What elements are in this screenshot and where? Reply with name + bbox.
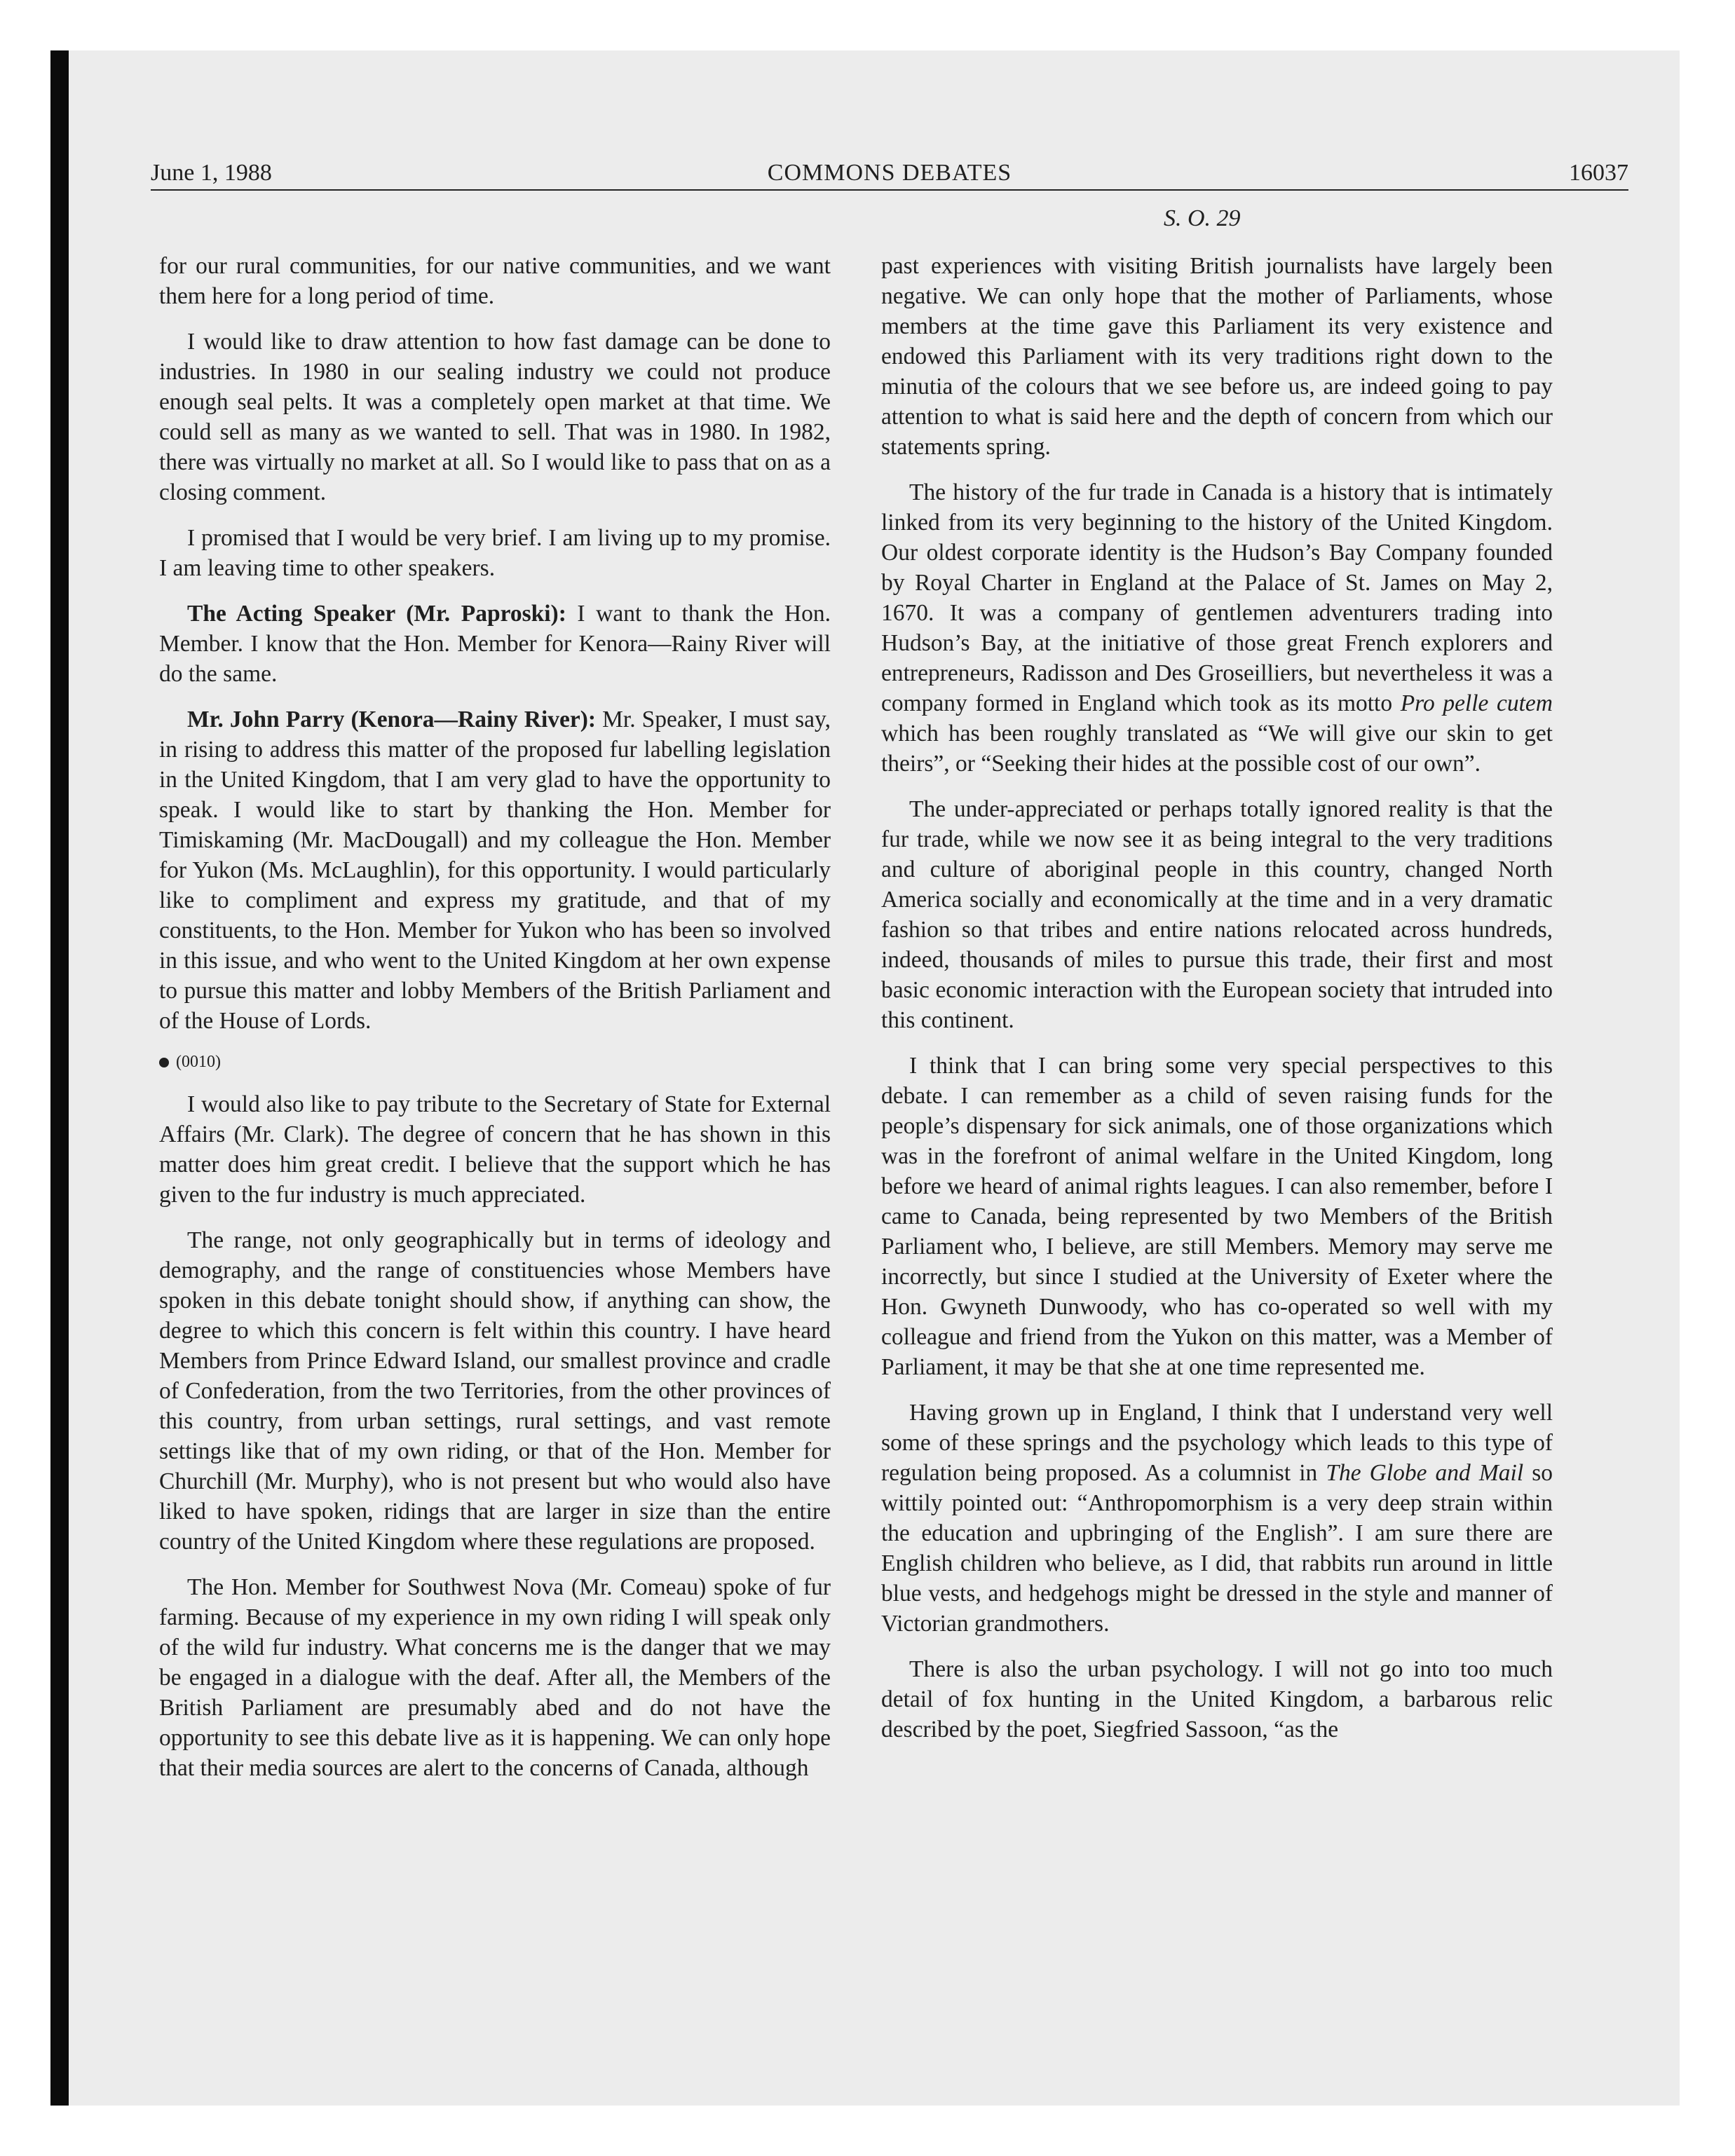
paragraph	[881, 1398, 1553, 1639]
time-marker	[159, 1051, 831, 1072]
paragraph: There is also the urban psychology. I will not go into too much detail of fox hunting in the United Kingdom, a barbarous relic described by the poet, Siegfried Sassoon, “as the	[881, 1656, 1553, 1742]
time-marker-text: (0010)	[176, 1053, 221, 1071]
latin-motto: Pro pelle cutem	[1400, 690, 1553, 716]
left-column	[159, 251, 831, 1799]
paragraph: I promised that I would be very brief. I am living up to my promise. I am leaving time to other speakers.	[159, 525, 831, 581]
speech-text: Mr. Speaker, I must say, in rising to address this matter of the proposed fur labelling legislation in the United Kingdom, that I am very glad to have the opportunity to speak. I would like to start by thanking the Hon. Member for Timiskaming (Mr. MacDougall) and my colleague the Hon. Member for Yukon (Ms. McLaughlin), for this opportunity. I would particularly like to compliment and express my gratitude, and that of my constituents, to the Hon. Member for Yukon who has been so involved in this issue, and who went to the United Kingdom at her own expense to pursue this matter and lobby Members of the British Parliament and of the House of Lords.	[159, 707, 831, 1034]
text-run: Having grown up in England, I think that I understand very well some of these springs and the psychology which leads to this type of regulation being proposed. As a columnist in	[881, 1400, 1553, 1486]
paragraph: I would like to draw attention to how fast damage can be done to industries. In 1980 in our sealing industry we could not produce enough seal pelts. It was a completely open market at that time. We could sell as many as we wanted to sell. That was in 1980. In 1982, there was virtually no market at all. So I would like to pass that on as a closing comment.	[159, 329, 831, 505]
scanned-page	[50, 50, 1680, 2106]
paragraph: I would also like to pay tribute to the Secretary of State for External Affairs (Mr. Clark). The degree of concern that he has shown in this matter does him great credit. I believe that the support which he has given to the fur industry is much appreciated.	[159, 1091, 831, 1208]
paragraph	[881, 477, 1553, 779]
right-column	[881, 251, 1553, 1760]
paragraph: The under-appreciated or perhaps totally ignored reality is that the fur trade, while we now see it as being integral to the very traditions and culture of aboriginal people in this country, changed North America socially and economically at the time and in a very dramatic fashion so that tribes and entire nations relocated across hundreds, indeed, thousands of miles to pursue this trade, their first and most basic economic interaction with the European society that intruded into this continent.	[881, 796, 1553, 1033]
paragraph: I think that I can bring some very special perspectives to this debate. I can remember as a child of seven raising funds for the people’s dispensary for sick animals, one of those organizations which was in the forefront of animal welfare in the United Kingdom, long before we heard of animal rights leagues. I can also remember, before I came to Canada, being represented by two Members of the British Parliament who, I believe, are still Members. Memory may serve me incorrectly, but since I studied at the University of Exeter where the Hon. Gwyneth Dunwoody, who has co-operated so well with my colleague and friend from the Yukon on this matter, was a Member of Parliament, it may be that she at one time represented me.	[881, 1053, 1553, 1380]
header-title: COMMONS DEBATES	[767, 160, 1012, 186]
speaker-name: Mr. John Parry (Kenora—Rainy River):	[187, 707, 597, 732]
speech-paragraph	[159, 599, 831, 689]
newspaper-title: The Globe and Mail	[1326, 1460, 1524, 1486]
paragraph: The range, not only geographically but in terms of ideology and demography, and the range of constituencies whose Members have spoken in this debate tonight should show, if anything can show, the degree to which this concern is felt within this country. I have heard Members from Prince Edward Island, our smallest province and cradle of Confederation, from the two Territories, from the other provinces of this country, from urban settings, rural settings, and vast remote settings like that of my own riding, or that of the Hon. Member for Churchill (Mr. Murphy), who is not present but who would also have liked to have spoken, ridings that are larger in size than the entire country of the United Kingdom where these regulations are proposed.	[159, 1227, 831, 1555]
speech-text: I want to thank the Hon. Member. I know that the Hon. Member for Kenora—Rainy River will do the same.	[159, 601, 831, 687]
speaker-name: The Acting Speaker (Mr. Paproski):	[187, 601, 566, 627]
paragraph: The Hon. Member for Southwest Nova (Mr. Comeau) spoke of fur farming. Because of my experience in my own riding I will speak only of the wild fur industry. What concerns me is the danger that we may be engaged in a dialogue with the deaf. After all, the Members of the British Parliament are presumably abed and do not have the opportunity to see this debate live as it is happening. We can only hope that their media sources are alert to the concerns of Canada, although	[159, 1574, 831, 1781]
paragraph: past experiences with visiting British journalists have largely been negative. We can only hope that the mother of Parliaments, whose members at the time gave this Parliament its very existence and endowed this Parliament with its very traditions right down to the minutia of the colours that we see before us, are indeed going to pay attention to what is said here and the depth of concern from which our statements spring.	[881, 253, 1553, 460]
speech-paragraph	[159, 704, 831, 1036]
header-date: June 1, 1988	[151, 160, 272, 186]
text-run: so wittily pointed out: “Anthropomorphism is a very deep strain within the education and upbringing of the English”. I am sure there are English children who believe, as I did, that rabbits run around in little blue vests, and hedgehogs might be dressed in the style and manner of Victorian grandmothers.	[881, 1460, 1553, 1637]
paragraph: for our rural communities, for our native communities, and we want them here for a long period of time.	[159, 253, 831, 309]
section-label: S. O. 29	[1164, 205, 1241, 231]
text-run: The history of the fur trade in Canada is a history that is intimately linked from its very beginning to the history of the United Kingdom. Our oldest corporate identity is the Hudson’s Bay Company founded by Royal Charter in England at the Palace of St. James on May 2, 1670. It was a company of gentlemen adventurers trading into Hudson’s Bay, at the initiative of those great French explorers and entrepreneurs, Radisson and Des Groseilliers, but nevertheless it was a company formed in England which took as its motto	[881, 479, 1553, 716]
running-header	[151, 157, 1628, 191]
page-content	[50, 50, 1680, 2106]
bullet-icon	[159, 1058, 169, 1067]
header-page-number: 16037	[1569, 160, 1628, 186]
text-run: which has been roughly translated as “We will give our skin to get theirs”, or “Seeking their hides at the possible cost of our own”.	[881, 721, 1553, 777]
